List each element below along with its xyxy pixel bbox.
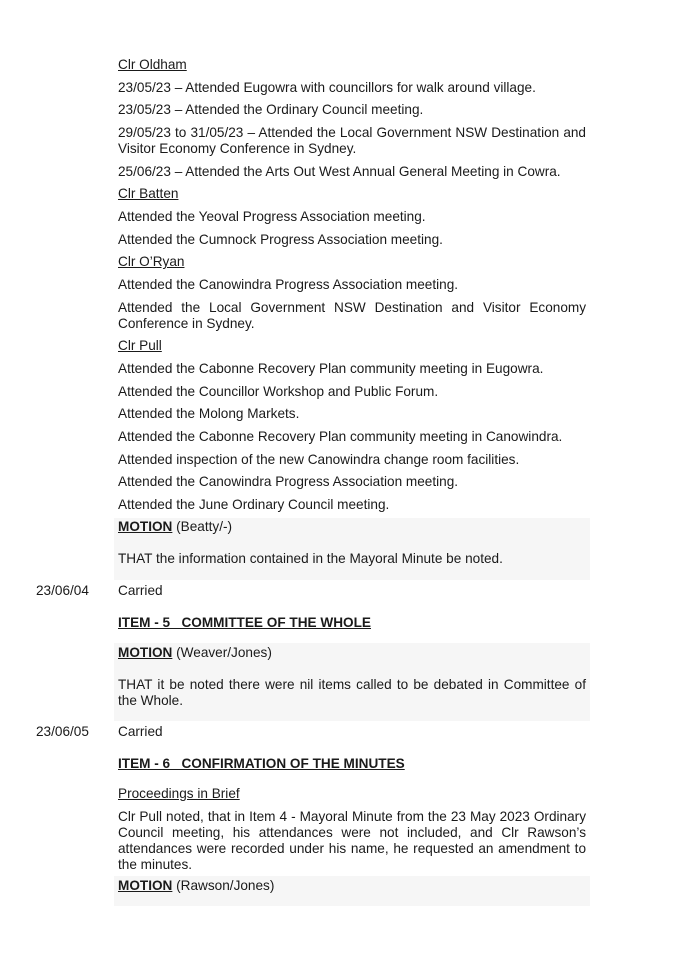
resolution-number: 23/06/04 <box>36 583 89 598</box>
resolution-number: 23/06/05 <box>36 724 89 739</box>
attendance-item: Attended the Councillor Workshop and Public Forum. <box>118 384 439 399</box>
councillor-heading-pull: Clr Pull <box>118 338 162 353</box>
attendance-item: 23/05/23 – Attended the Ordinary Council meeting. <box>118 102 424 117</box>
councillor-heading-batten: Clr Batten <box>118 186 179 201</box>
attendance-item: Attended the Cabonne Recovery Plan community meeting in Eugowra. <box>118 361 544 376</box>
attendance-item: Attended the Yeoval Progress Association meeting. <box>118 209 426 224</box>
motion-line <box>118 878 586 894</box>
attendance-item: Attended the June Ordinary Council meeting. <box>118 497 390 512</box>
attendance-item: Attended inspection of the new Canowindra change room facilities. <box>118 452 520 467</box>
motion-line <box>118 645 586 661</box>
motion-line <box>118 519 586 535</box>
councillor-heading-oryan: Clr O’Ryan <box>118 254 185 269</box>
proceedings-heading: Proceedings in Brief <box>118 786 240 801</box>
attendance-item: Attended the Local Government NSW Destination and Visitor Economy Conference in Sydney. <box>118 300 586 331</box>
motion-label: MOTION <box>118 645 173 660</box>
motion-text: THAT the information contained in the Mayoral Minute be noted. <box>118 551 503 566</box>
attendance-item: Attended the Molong Markets. <box>118 406 300 421</box>
councillor-heading-oldham: Clr Oldham <box>118 57 187 72</box>
motion-text: THAT it be noted there were nil items called to be debated in Committee of the Whole. <box>118 677 586 708</box>
motion-result: Carried <box>118 724 163 739</box>
attendance-item: Attended the Canowindra Progress Association meeting. <box>118 474 459 489</box>
attendance-item: Attended the Cumnock Progress Association meeting. <box>118 232 443 247</box>
motion-label: MOTION <box>118 519 173 534</box>
item-6-heading: ITEM - 6 CONFIRMATION OF THE MINUTES <box>118 756 405 771</box>
attendance-item: Attended the Canowindra Progress Association meeting. <box>118 277 459 292</box>
motion-movers: (Rawson/Jones) <box>172 878 275 893</box>
attendance-item: 23/05/23 – Attended Eugowra with councillors for walk around village. <box>118 80 536 95</box>
motion-result: Carried <box>118 583 163 598</box>
item-5-heading: ITEM - 5 COMMITTEE OF THE WHOLE <box>118 615 371 630</box>
motion-label: MOTION <box>118 878 173 893</box>
attendance-item: Attended the Cabonne Recovery Plan community meeting in Canowindra. <box>118 429 563 444</box>
attendance-item: 29/05/23 to 31/05/23 – Attended the Local Government NSW Destination and Visitor Economy Conference in Sydney. <box>118 125 586 156</box>
attendance-item: 25/06/23 – Attended the Arts Out West Annual General Meeting in Cowra. <box>118 164 561 179</box>
motion-movers: (Weaver/Jones) <box>172 645 272 660</box>
proceedings-text: Clr Pull noted, that in Item 4 - Mayoral Minute from the 23 May 2023 Ordinary Council meeting, his attendances were not included, and Clr Rawson’s attendances were recorded under his name, he requested an amendment to the minutes. <box>118 809 586 872</box>
motion-movers: (Beatty/-) <box>172 519 233 534</box>
